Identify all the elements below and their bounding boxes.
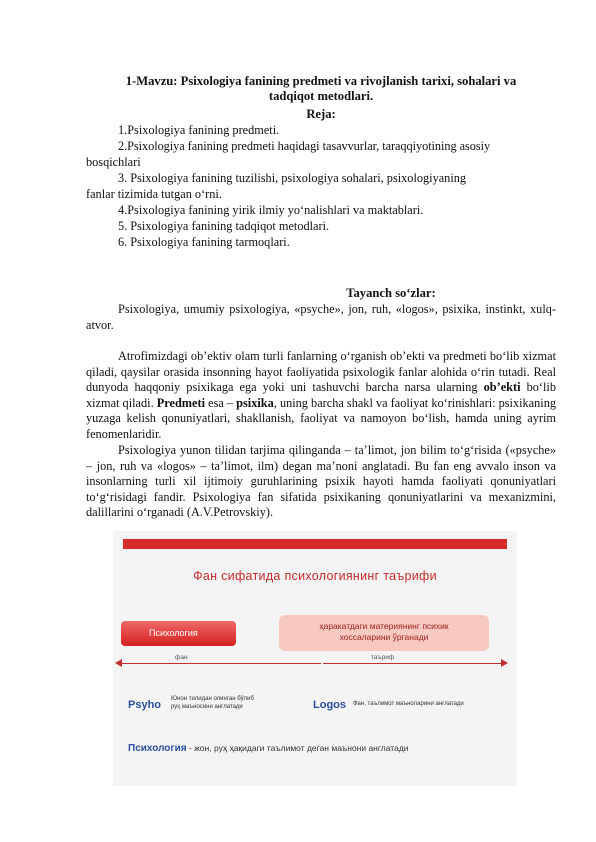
para1-bold-object: ob’ekti	[483, 380, 521, 395]
definition-slide	[113, 531, 517, 786]
plan-item-3-cont: fanlar tizimida tutgan o‘rni.	[86, 187, 222, 201]
para2-text: Psixologiya yunon tilidan tarjima qilinganda – ta’limot, jon bilim to‘g‘risida («psyche» – jon, ruh va «logos» – ta’limot, ilm) degan ma’noni anglatadi. Bu fan eng avvalo inson va insonlarning turli xil ijtimoiy guruhlarining psixik hayoti hamda faoliyati qonuniyatlari to‘g‘risidagi fandir. Psixologiya fan sifatida psixikaning qonuniyatlarini va mexanizmini, dalillarini o‘rganadi (A.V.Petrovskiy).	[86, 443, 556, 520]
definition-box	[279, 615, 489, 651]
definition-line-1: ҳаракатдаги материянинг психик	[319, 621, 449, 631]
document-title	[86, 74, 556, 104]
tarif-arrow-head-icon	[501, 659, 508, 667]
slide-summary	[128, 743, 409, 754]
paragraph-2	[86, 443, 556, 521]
tarif-arrow-line	[323, 663, 503, 664]
fan-arrow-line	[121, 663, 321, 664]
psyho-description	[171, 696, 254, 711]
plan-item-2-cont: bosqichlari	[86, 155, 141, 169]
title-line-2: tadqiqot metodlari.	[268, 89, 374, 103]
keywords-paragraph: Psixologiya, umumiy psixologiya, «psyche», jon, ruh, «logos», psixika, instinkt, xulq-atvor.	[86, 302, 556, 332]
psyho-desc-line-2: руҳ маъносини англатади	[171, 703, 243, 710]
keywords-heading: Tayanch so‘zlar:	[346, 286, 436, 300]
fan-label: фан	[175, 654, 188, 661]
slide-top-bar	[123, 539, 507, 549]
slide-title: Фан сифатида психологиянинг таърифи	[193, 569, 437, 583]
para1-text-b: bo‘lib xizmat qiladi.	[86, 380, 556, 410]
plan-heading: Reja:	[306, 107, 336, 121]
para1-bold-psyche: psixika	[236, 395, 274, 410]
para1-text-a: Atrofimizdagi ob’ektiv olam turli fanlarning o‘rganish ob’ekti va predmeti bo‘lib xizmat qiladi, qaysilar orasida insonning hayot faoliyatida psixologik fanlar alohida o‘rin tutadi. Real dunyoda haqqoniy psixikaga ega yoki uni tashuvchi barcha narsa ularning	[86, 349, 556, 395]
summary-text: - жон, руҳ ҳақидаги таълимот деган маънони англатади	[188, 743, 409, 753]
para1-bold-subject: Predmeti	[156, 395, 206, 410]
definition-line-2: хоссаларини ўрганади	[339, 632, 429, 642]
logos-term: Logos	[313, 699, 346, 711]
summary-term: Психология	[128, 743, 187, 754]
psyho-term: Psyho	[128, 699, 162, 711]
tarif-label: таъриф	[371, 654, 395, 661]
title-line-1: 1-Mavzu: Psixologiya fanining predmeti va rivojlanish tarixi, sohalari va	[125, 74, 517, 88]
plan-item-4: 4.Psixologiya fanining yirik ilmiy yo‘nalishlari va maktablari.	[118, 203, 424, 217]
psyho-desc-line-1: Юнон тилидан олинган бўлиб	[171, 696, 254, 702]
para1-text-d: , uning barcha shakl va faoliyat ko‘rinishlari: psixikaning yuzaga kelish qonuniyatlari, shakllanish, faoliyat va namoyon bo‘lish, hamda uning ayrim fenomenlaridir.	[86, 395, 557, 441]
plan-item-6: 6. Psixologiya fanining tarmoqlari.	[118, 235, 290, 249]
keywords-text	[86, 302, 556, 333]
plan-item-5: 5. Psixologiya fanining tadqiqot metodlari.	[118, 219, 330, 233]
plan-item-1: 1.Psixologiya fanining predmeti.	[118, 123, 280, 137]
para1-text-c: esa –	[205, 395, 237, 410]
plan-item-2: 2.Psixologiya fanining predmeti haqidagi tasavvurlar, taraqqiyotining asosiy	[118, 139, 491, 153]
psychology-box: Психология	[121, 621, 236, 646]
paragraph-1	[86, 349, 556, 443]
logos-description: Фан, таълимот маъноларини англатади	[353, 701, 464, 707]
plan-item-3: 3. Psixologiya fanining tuzilishi, psixologiya sohalari, psixologiyaning	[118, 171, 467, 185]
fan-arrow-head-icon	[115, 659, 122, 667]
